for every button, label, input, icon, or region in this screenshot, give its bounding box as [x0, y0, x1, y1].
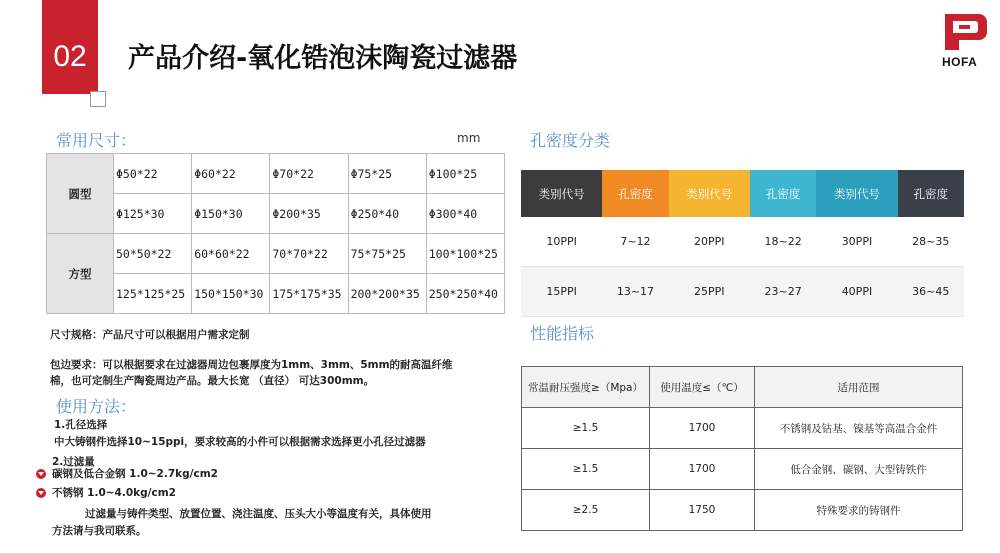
- perf-table: [521, 366, 963, 531]
- pore-heading: 孔密度分类: [530, 131, 611, 150]
- size-cell: 100*100*25: [426, 234, 504, 274]
- table-cell: 28~35: [898, 217, 964, 267]
- size-cell: Φ75*25: [348, 154, 426, 194]
- table-row: [521, 217, 964, 267]
- table-cell: 30PPI: [816, 217, 897, 267]
- size-cell: Φ60*22: [192, 154, 270, 194]
- table-cell: 1750: [650, 490, 755, 531]
- size-cell: 125*125*25: [114, 274, 192, 314]
- size-cell: 150*150*30: [192, 274, 270, 314]
- table-cell: 特殊要求的铸钢件: [755, 490, 963, 531]
- usage-item2-title: 2.过滤量: [52, 456, 95, 468]
- table-row: [521, 267, 964, 317]
- size-cell: Φ250*40: [348, 194, 426, 234]
- table-cell: 36~45: [898, 267, 964, 317]
- size-cell: 60*60*22: [192, 234, 270, 274]
- size-cell: 200*200*35: [348, 274, 426, 314]
- table-cell: 10PPI: [521, 217, 602, 267]
- table-cell: 13~17: [602, 267, 668, 317]
- table-row: [47, 194, 505, 234]
- table-row: [522, 408, 963, 449]
- size-cell: Φ300*40: [426, 194, 504, 234]
- table-cell: 7~12: [602, 217, 668, 267]
- usage-footer-line1: 过滤量与铸件类型、放置位置、浇注温度、压头大小等温度有关，具体使用: [85, 508, 432, 520]
- perf-heading: 性能指标: [530, 324, 595, 343]
- usage-item1-text: 中大铸钢件选择10~15ppi，要求较高的小件可以根据需求选择更小孔径过滤器: [54, 436, 426, 448]
- table-header-row: [521, 170, 964, 217]
- size-cell: 250*250*40: [426, 274, 504, 314]
- table-cell: 15PPI: [521, 267, 602, 317]
- size-cell: 175*175*35: [270, 274, 348, 314]
- table-cell: ≥1.5: [522, 408, 650, 449]
- table-row: [47, 274, 505, 314]
- size-cell: Φ200*35: [270, 194, 348, 234]
- table-header: 类别代号: [521, 170, 602, 217]
- table-header: 适用范围: [755, 367, 963, 408]
- table-cell: 18~22: [750, 217, 816, 267]
- table-header: 孔密度: [602, 170, 668, 217]
- table-cell: 40PPI: [816, 267, 897, 317]
- usage-heading: 使用方法：: [56, 397, 137, 416]
- table-cell: 23~27: [750, 267, 816, 317]
- size-cell: Φ50*22: [114, 154, 192, 194]
- decorative-square: [90, 91, 106, 107]
- table-cell: ≥1.5: [522, 449, 650, 490]
- bullet-icon: [36, 469, 46, 479]
- table-row: [522, 449, 963, 490]
- table-row: [47, 234, 505, 274]
- usage-item1-title: 1.孔径选择: [54, 419, 108, 431]
- size-cell: Φ150*30: [192, 194, 270, 234]
- group-label: 圆型: [47, 154, 114, 234]
- table-header-row: [522, 367, 963, 408]
- slide-number-block: [42, 0, 98, 94]
- table-header: 常温耐压强度≥（Mpa）: [522, 367, 650, 408]
- size-cell: 75*75*25: [348, 234, 426, 274]
- size-note: 尺寸规格：产品尺寸可以根据用户需求定制: [50, 329, 250, 341]
- edge-note-line1: 包边要求：可以根据要求在过滤器周边包裹厚度为1mm、3mm、5mm的耐高温纤维: [50, 359, 453, 371]
- slide-number: 02: [53, 40, 87, 73]
- size-cell: Φ70*22: [270, 154, 348, 194]
- usage-footer-line2: 方法请与我司联系。: [52, 525, 147, 537]
- pore-table: [521, 170, 964, 317]
- size-table: [46, 153, 505, 314]
- table-header: 类别代号: [816, 170, 897, 217]
- size-cell: Φ125*30: [114, 194, 192, 234]
- sizes-heading: 常用尺寸：: [56, 131, 137, 150]
- hofa-logo-icon: [939, 10, 991, 54]
- edge-note-line2: 棉，也可定制生产陶瓷周边产品。最大长宽 （直径） 可达300mm。: [50, 375, 375, 387]
- table-cell: 不锈钢及钴基、镍基等高温合金件: [755, 408, 963, 449]
- table-cell: 1700: [650, 449, 755, 490]
- table-cell: 20PPI: [669, 217, 750, 267]
- bullet-icon: [36, 488, 46, 498]
- usage-item2-line1: 碳钢及低合金钢 1.0~2.7kg/cm2: [52, 468, 218, 480]
- table-header: 孔密度: [898, 170, 964, 217]
- usage-item2-line2: 不锈钢 1.0~4.0kg/cm2: [52, 487, 176, 499]
- logo-text: HOFA: [942, 55, 978, 69]
- table-cell: 低合金钢、碳钢、大型铸铁件: [755, 449, 963, 490]
- table-cell: ≥2.5: [522, 490, 650, 531]
- size-cell: 70*70*22: [270, 234, 348, 274]
- table-cell: 1700: [650, 408, 755, 449]
- table-header: 孔密度: [750, 170, 816, 217]
- unit-label: mm: [457, 131, 481, 145]
- table-row: [47, 154, 505, 194]
- table-cell: 25PPI: [669, 267, 750, 317]
- group-label: 方型: [47, 234, 114, 314]
- size-cell: Φ100*25: [426, 154, 504, 194]
- page-title: 产品介绍-氧化锆泡沫陶瓷过滤器: [128, 43, 518, 74]
- table-header: 使用温度≤（℃）: [650, 367, 755, 408]
- table-row: [522, 490, 963, 531]
- size-cell: 50*50*22: [114, 234, 192, 274]
- table-header: 类别代号: [669, 170, 750, 217]
